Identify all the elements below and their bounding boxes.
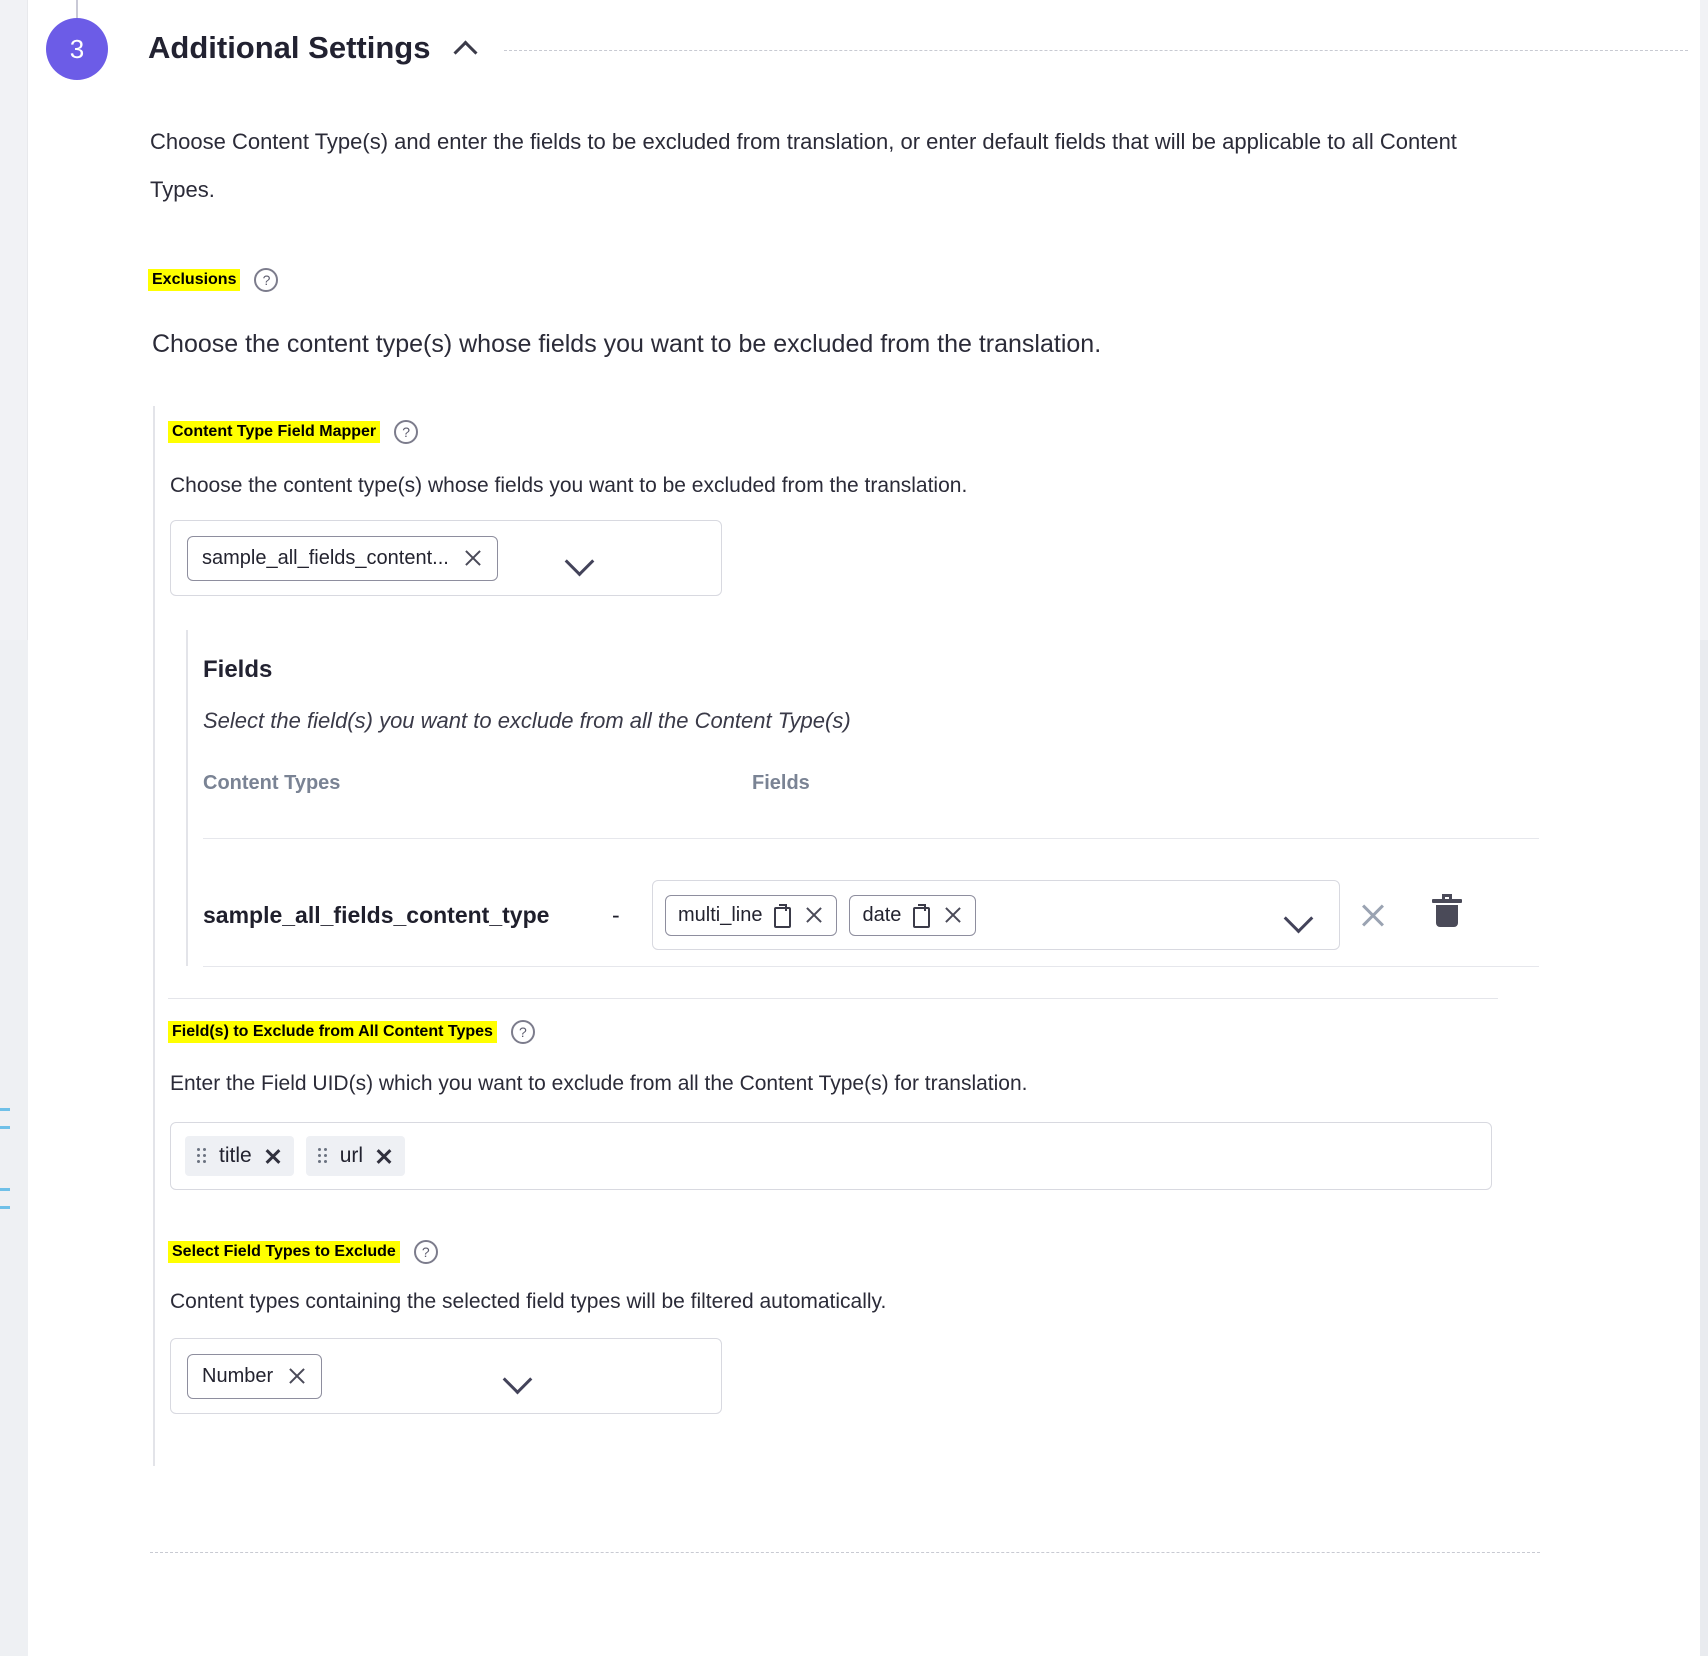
exclude-all-label: Field(s) to Exclude from All Content Types	[168, 1021, 497, 1043]
exclude-field-label: url	[339, 1144, 364, 1167]
chevron-down-icon-content-type[interactable]	[562, 541, 596, 575]
field-pill-multi-line[interactable]	[665, 895, 837, 936]
column-header-fields: Fields	[752, 772, 810, 794]
header-divider	[504, 50, 1688, 51]
fields-panel-rail	[186, 630, 188, 966]
copy-icon[interactable]	[913, 904, 931, 926]
selected-content-type-label: sample_all_fields_content...	[202, 546, 449, 569]
gutter-mark-1	[0, 1108, 10, 1111]
right-edge-strip-lower	[1700, 640, 1708, 1656]
field-pill-date[interactable]	[849, 895, 976, 936]
exclusions-group-rail	[153, 406, 155, 1466]
fields-panel-subtitle: Select the field(s) you want to exclude from all the Content Type(s)	[203, 708, 851, 733]
exclusions-description: Choose the content type(s) whose fields you want to be excluded from the translation.	[152, 330, 1102, 358]
section-description: Choose Content Type(s) and enter the fields to be excluded from translation, or enter default fields that will be applicable to all Content Types.	[150, 129, 1457, 202]
table-header-divider	[203, 838, 1539, 839]
table-row-divider	[203, 966, 1539, 967]
chevron-down-icon-fields[interactable]	[1281, 898, 1315, 932]
field-pill-label: date	[862, 903, 902, 926]
section-divider	[168, 998, 1498, 999]
exclude-field-pill-title[interactable]	[185, 1136, 294, 1176]
remove-exclude-field-icon[interactable]	[375, 1147, 393, 1165]
column-header-content-types: Content Types	[203, 772, 341, 794]
remove-field-type-icon[interactable]	[287, 1366, 307, 1386]
help-icon-field-types[interactable]: ?	[414, 1240, 438, 1264]
selected-content-type-pill[interactable]	[187, 536, 498, 581]
field-pill-label: multi_line	[678, 903, 763, 926]
gutter-mark-3	[0, 1188, 10, 1191]
content-type-field-mapper-label: Content Type Field Mapper	[168, 421, 380, 443]
field-type-label: Number	[202, 1364, 274, 1387]
exclude-all-description: Enter the Field UID(s) which you want to exclude from all the Content Type(s) for translation.	[170, 1072, 1028, 1095]
copy-icon[interactable]	[774, 904, 792, 926]
chevron-down-icon-field-types[interactable]	[500, 1359, 534, 1393]
remove-exclude-field-icon[interactable]	[264, 1147, 282, 1165]
content-type-select[interactable]	[170, 520, 722, 596]
help-icon-exclude-all[interactable]: ?	[511, 1020, 535, 1044]
bottom-divider	[150, 1552, 1540, 1553]
page-title: Additional Settings	[148, 30, 431, 65]
section-header	[148, 30, 1688, 66]
gutter-mark-4	[0, 1206, 10, 1209]
chevron-up-icon[interactable]	[454, 35, 480, 61]
exclude-field-pill-url[interactable]	[306, 1136, 405, 1176]
gutter-mark-2	[0, 1126, 10, 1129]
field-types-label-row	[168, 1240, 438, 1264]
field-types-description: Content types containing the selected field types will be filtered automatically.	[170, 1290, 887, 1313]
mapper-label-row	[168, 420, 418, 444]
exclusions-label-row	[148, 268, 278, 292]
mapper-description: Choose the content type(s) whose fields you want to be excluded from the translation.	[170, 474, 968, 497]
exclude-all-label-row	[168, 1020, 535, 1044]
field-type-pill-number[interactable]	[187, 1354, 322, 1399]
left-gutter-lower	[0, 640, 28, 1656]
drag-handle-icon[interactable]	[197, 1147, 207, 1165]
help-icon-exclusions[interactable]: ?	[254, 268, 278, 292]
help-icon-mapper[interactable]: ?	[394, 420, 418, 444]
delete-row-icon[interactable]	[1432, 894, 1462, 928]
field-types-select[interactable]	[170, 1338, 722, 1414]
fields-panel-title: Fields	[203, 656, 273, 683]
exclude-fields-input[interactable]	[170, 1122, 1492, 1190]
remove-field-icon[interactable]	[943, 905, 963, 925]
exclusions-label: Exclusions	[148, 269, 240, 291]
drag-handle-icon[interactable]	[318, 1147, 328, 1165]
clear-row-icon[interactable]	[1356, 898, 1390, 932]
remove-field-icon[interactable]	[804, 905, 824, 925]
field-types-label: Select Field Types to Exclude	[168, 1241, 400, 1263]
step-connector-line	[76, 0, 78, 20]
remove-content-type-icon[interactable]	[463, 548, 483, 568]
step-badge: 3	[46, 18, 108, 80]
exclude-field-label: title	[219, 1144, 252, 1167]
table-row-separator: -	[612, 902, 620, 928]
table-row-content-type: sample_all_fields_content_type	[203, 902, 550, 928]
row-fields-select[interactable]	[652, 880, 1340, 950]
